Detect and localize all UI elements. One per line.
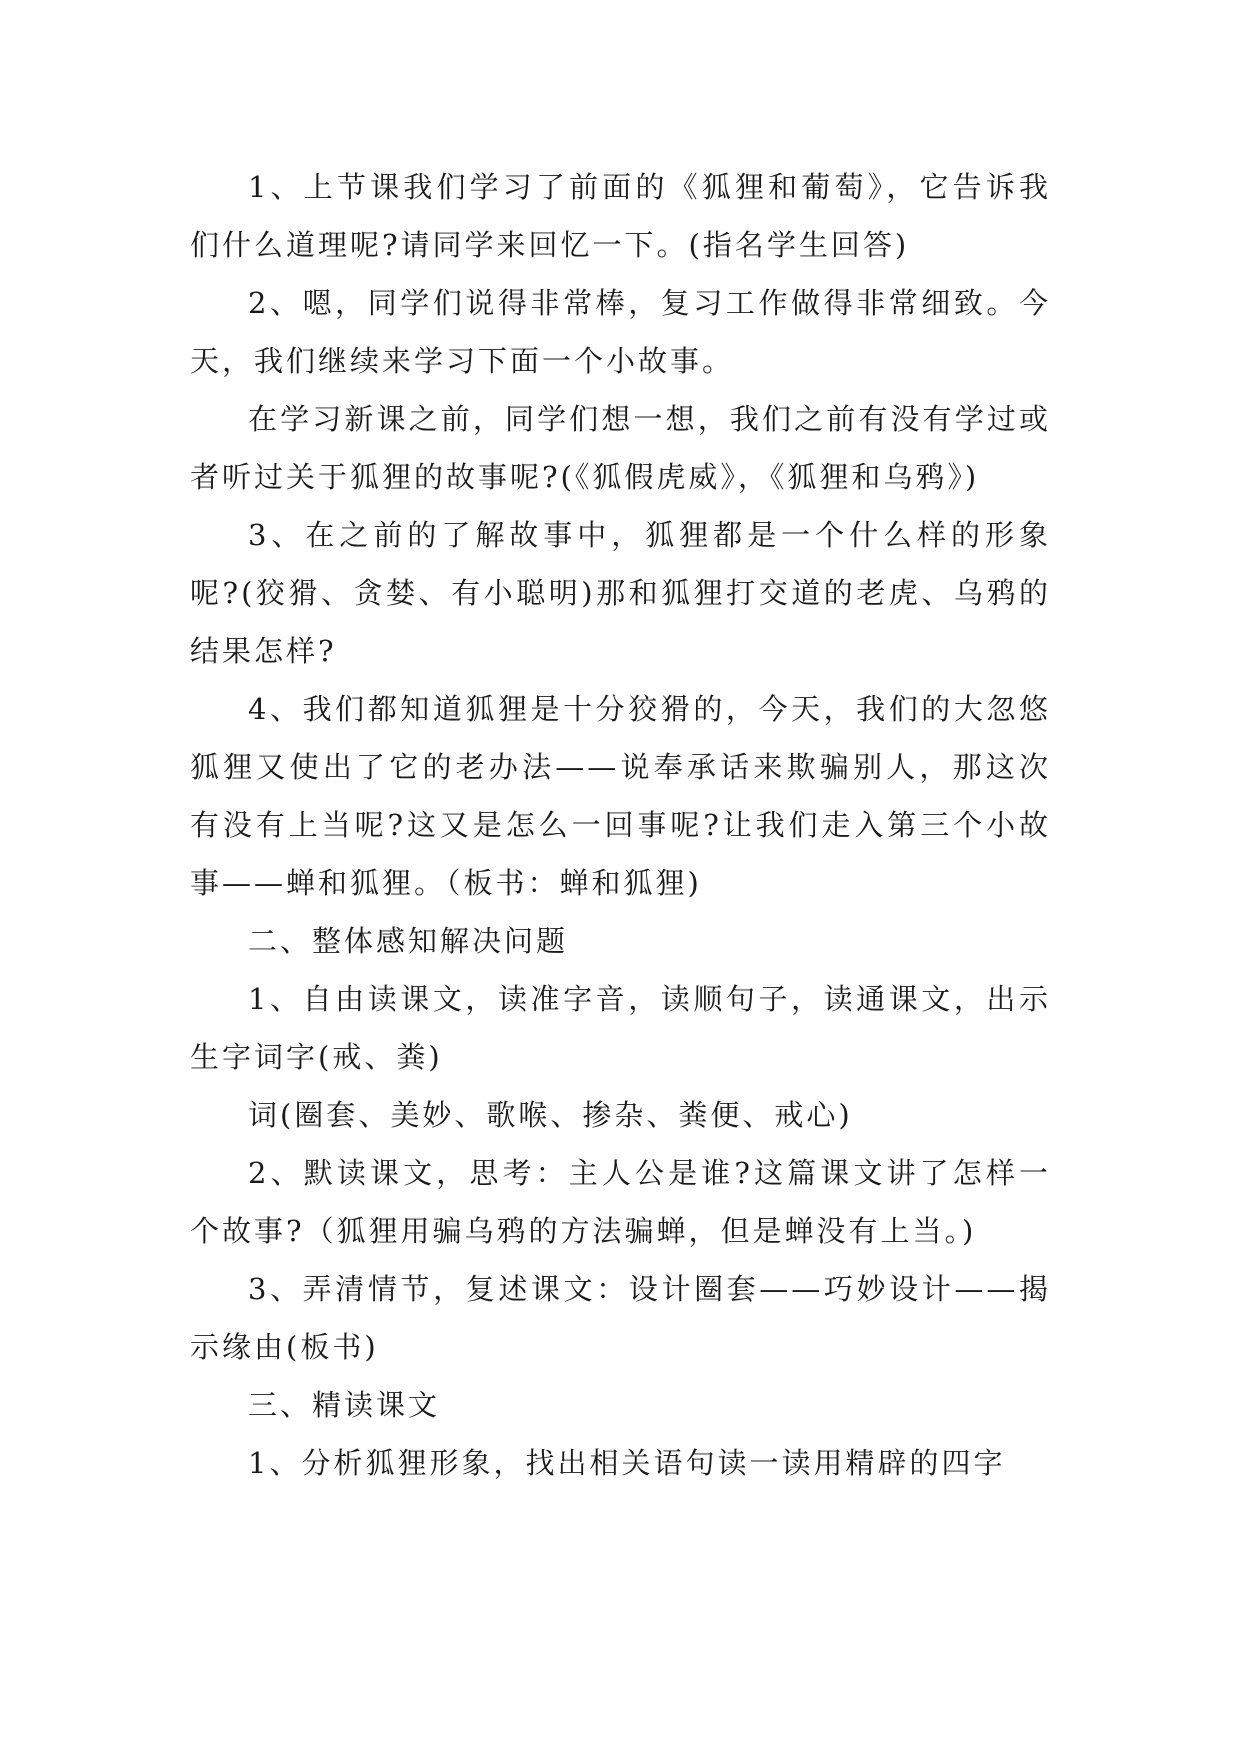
paragraph: 1、分析狐狸形象，找出相关语句读一读用精辟的四字	[248, 1446, 1006, 1480]
paragraph: 在学习新课之前，同学们想一想，我们之前有没有学过或者听过关于狐狸的故事呢?(《狐假虎威》，《狐狸和乌鸦》)	[190, 402, 1051, 494]
paragraph: 2、嗯，同学们说得非常棒，复习工作做得非常细致。今天，我们继续来学习下面一个小故事。	[190, 286, 1051, 378]
paragraph: 1、自由读课文，读准字音，读顺句子，读通课文，出示生字词字(戒、粪)	[190, 982, 1051, 1074]
document-body	[190, 158, 1051, 1492]
section-heading: 二、整体感知解决问题	[248, 924, 569, 958]
paragraph: 3、弄清情节，复述课文：设计圈套——巧妙设计——揭示缘由(板书)	[190, 1272, 1051, 1364]
paragraph: 词(圈套、美妙、歌喉、掺杂、粪便、戒心)	[248, 1098, 853, 1132]
paragraph: 2、默读课文，思考：主人公是谁?这篇课文讲了怎样一个故事?（狐狸用骗乌鸦的方法骗蝉，但是蝉没有上当。)	[190, 1156, 1051, 1248]
section-heading: 三、精读课文	[248, 1388, 441, 1422]
paragraph: 4、我们都知道狐狸是十分狡猾的，今天，我们的大忽悠狐狸又使出了它的老办法——说奉承话来欺骗别人，那这次有没有上当呢?这又是怎么一回事呢?让我们走入第三个小故事——蝉和狐狸。（板书：蝉和狐狸)	[190, 692, 1051, 900]
paragraph: 3、在之前的了解故事中，狐狸都是一个什么样的形象呢?(狡猾、贪婪、有小聪明)那和狐狸打交道的老虎、乌鸦的结果怎样?	[190, 518, 1051, 668]
paragraph: 1、上节课我们学习了前面的《狐狸和葡萄》，它告诉我们什么道理呢?请同学来回忆一下。(指名学生回答)	[190, 170, 1051, 262]
